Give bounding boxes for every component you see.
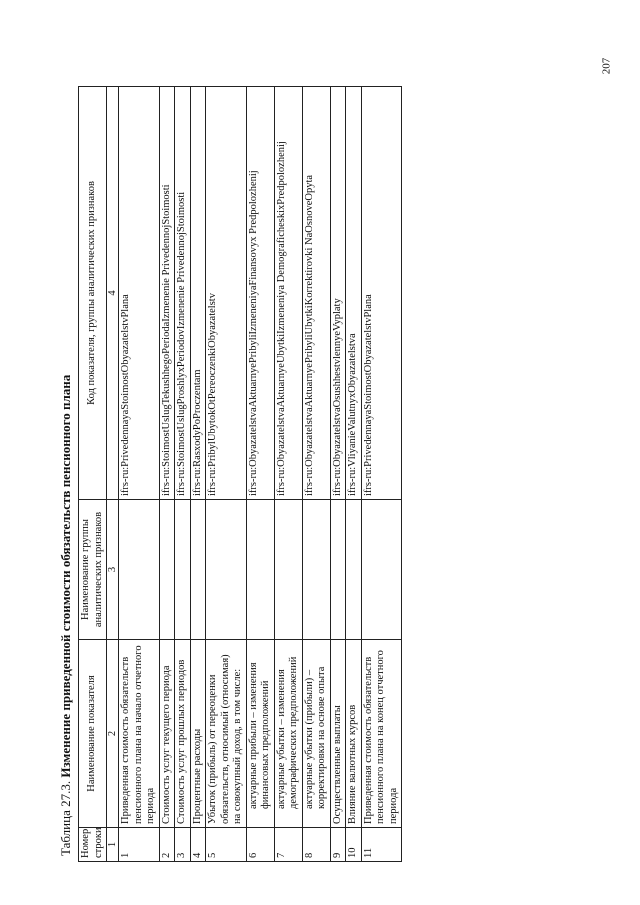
indicator-code: ifrs-ru:RasxodyPoProczentam (190, 87, 206, 500)
group-name (346, 500, 362, 640)
group-name (302, 500, 330, 640)
header-code: Код показателя, группы аналитических признаков (79, 87, 107, 500)
group-name (361, 500, 402, 640)
table-row (190, 87, 206, 862)
indicator-code: ifrs-ru:VliyanieValutnyxObyazatelstva (346, 87, 362, 500)
rotated-content (56, 87, 516, 862)
indicator-name: Влияние валютных курсов (346, 640, 362, 828)
indicator-name: Стоимость услуг текущего периода (159, 640, 175, 828)
table-label: Таблица 27.3. (58, 780, 73, 856)
table-row (159, 87, 175, 862)
indicator-name: Стоимость услуг прошлых периодов (175, 640, 191, 828)
row-number: 6 (246, 828, 274, 862)
indicator-code: ifrs-ru:ObyazatelstvaOsushhestvlennyeVyplaty (330, 87, 346, 500)
column-index: 3 (107, 500, 119, 640)
indicator-code: ifrs-ru:ObyazatelstvaAktuarnyePribyliIzmeneniyaFinansovyx Predpolozhenij (246, 87, 274, 500)
row-number: 7 (274, 828, 302, 862)
row-number: 5 (206, 828, 247, 862)
row-number: 9 (330, 828, 346, 862)
group-name (330, 500, 346, 640)
row-number: 2 (159, 828, 175, 862)
indicator-code: ifrs-ru:StoimostUslugTekushhegoPeriodaIzmenenie PrivedennojStoimosti (159, 87, 175, 500)
table-caption (56, 87, 78, 862)
indicator-name: актуарные убытки (прибыли) – корректировки на основе опыта (302, 640, 330, 828)
table-row (119, 87, 160, 862)
group-name (246, 500, 274, 640)
indicator-code: ifrs-ru:ObyazatelstvaAktuarnyePribyliUbytkiKorrektirovki NaOsnoveOpyta (302, 87, 330, 500)
group-name (175, 500, 191, 640)
table-title: Изменение приведенной стоимости обязательств пенсионного плана (58, 374, 73, 778)
indicator-name: Осуществленные выплаты (330, 640, 346, 828)
table-row (175, 87, 191, 862)
column-index: 4 (107, 87, 119, 500)
table-row (246, 87, 274, 862)
column-index-row (107, 87, 119, 862)
group-name (190, 500, 206, 640)
indicator-name: Приведенная стоимость обязательств пенсионного плана на начало отчетного периода (119, 640, 160, 828)
group-name (206, 500, 247, 640)
group-name (119, 500, 160, 640)
table-row (206, 87, 247, 862)
row-number: 1 (119, 828, 160, 862)
indicator-name: актуарные прибыли – изменения финансовых предположений (246, 640, 274, 828)
indicator-name: Процентные расходы (190, 640, 206, 828)
indicator-name: Приведенная стоимость обязательств пенсионного плана на конец отчетного периода (361, 640, 402, 828)
table-row (361, 87, 402, 862)
row-number: 8 (302, 828, 330, 862)
indicator-code: ifrs-ru:PrivedennayaStoimostObyazatelstvPlana (119, 87, 160, 500)
page-number: 207 (599, 57, 612, 75)
indicator-code: ifrs-ru:StoimostUslugProshlyxPeriodovIzmenenie PrivedennojStoimosti (175, 87, 191, 500)
table-row (274, 87, 302, 862)
row-number: 4 (190, 828, 206, 862)
indicator-code: ifrs-ru:PribylUbytokOtPereoczenkiObyazatelstv (206, 87, 247, 500)
row-number: 10 (346, 828, 362, 862)
table-row (302, 87, 330, 862)
row-number: 3 (175, 828, 191, 862)
header-group-name: Наименование группы аналитических признаков (79, 500, 107, 640)
table-row (330, 87, 346, 862)
group-name (159, 500, 175, 640)
row-number: 11 (361, 828, 402, 862)
header-row-number: Номер строки (79, 828, 107, 862)
table-row (346, 87, 362, 862)
data-table (78, 86, 402, 862)
group-name (274, 500, 302, 640)
column-index: 2 (107, 640, 119, 828)
column-index: 1 (107, 828, 119, 862)
header-row (79, 87, 107, 862)
indicator-code: ifrs-ru:ObyazatelstvaAktuarnyeUbytkiIzmeneniya DemograficheskixPredpolozhenij (274, 87, 302, 500)
indicator-name: Убыток (прибыль) от переоценки обязательств, относимый (относимая) на совокупный доход, в том числе: (206, 640, 247, 828)
indicator-code: ifrs-ru:PrivedennayaStoimostObyazatelstvPlana (361, 87, 402, 500)
header-indicator-name: Наименование показателя (79, 640, 107, 828)
indicator-name: актуарные убытки – изменения демографических предположений (274, 640, 302, 828)
